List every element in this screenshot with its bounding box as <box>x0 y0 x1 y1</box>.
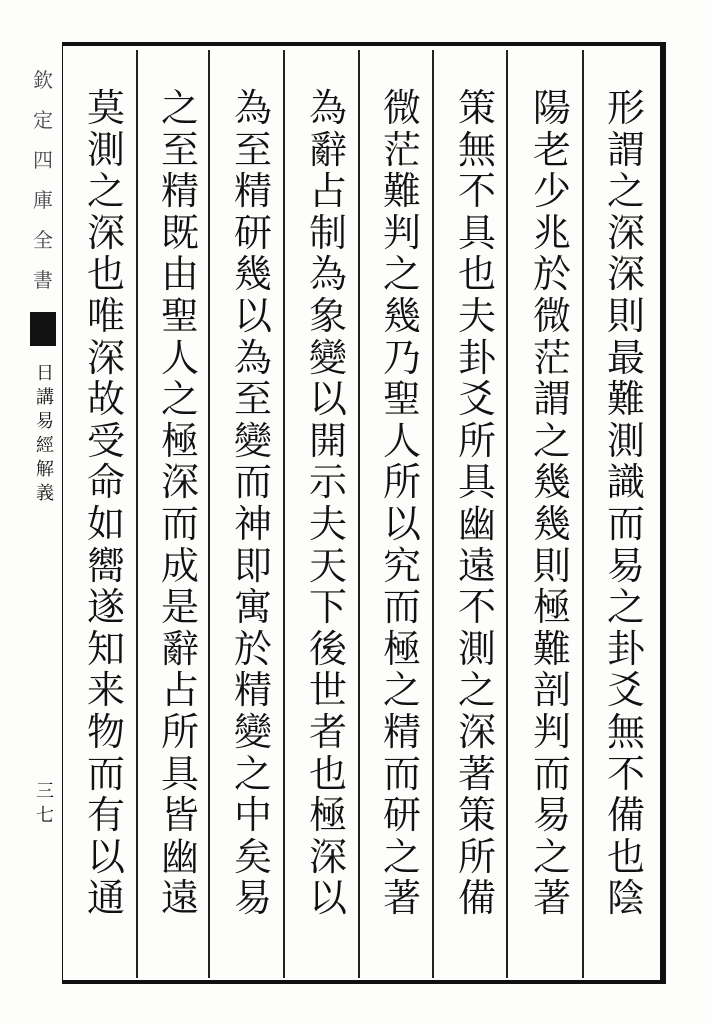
character: 通 <box>86 876 125 921</box>
character: 故 <box>86 377 125 422</box>
character: 謂 <box>606 127 645 172</box>
character: 之 <box>606 169 645 214</box>
character: 深 <box>86 335 125 380</box>
character: 老 <box>532 127 571 172</box>
character: 夫 <box>308 501 347 546</box>
character: 神 <box>233 501 272 546</box>
margin-character: 解 <box>36 459 54 480</box>
character: 示 <box>308 460 347 505</box>
character: 夫 <box>457 293 496 338</box>
character: 極 <box>308 793 347 838</box>
character: 下 <box>308 585 347 630</box>
character: 寓 <box>233 585 272 630</box>
column-rule <box>582 50 584 978</box>
text-column-5 <box>298 88 358 968</box>
character: 矣 <box>233 834 272 879</box>
character: 之 <box>160 377 199 422</box>
character: 由 <box>160 252 199 297</box>
character: 微 <box>532 293 571 338</box>
character: 卦 <box>457 335 496 380</box>
character: 受 <box>86 418 125 463</box>
character: 少 <box>532 169 571 214</box>
character: 以 <box>233 293 272 338</box>
character: 不 <box>606 751 645 796</box>
character: 著 <box>382 876 421 921</box>
character: 剖 <box>532 668 571 713</box>
character: 之 <box>160 86 199 130</box>
character: 幾 <box>532 460 571 505</box>
margin-character: 四 <box>33 148 53 172</box>
character: 之 <box>233 751 272 796</box>
margin-character: 易 <box>36 411 54 432</box>
character: 深 <box>457 709 496 754</box>
page-number: 三七 <box>36 781 54 826</box>
character: 於 <box>532 252 571 297</box>
character: 成 <box>160 543 199 588</box>
character: 莫 <box>86 86 125 130</box>
character: 而 <box>532 751 571 796</box>
character: 以 <box>308 377 347 422</box>
character: 命 <box>86 460 125 505</box>
character: 茫 <box>382 127 421 172</box>
margin-character: 欽 <box>33 68 53 92</box>
text-column-7 <box>150 88 210 968</box>
character: 於 <box>233 626 272 671</box>
character: 形 <box>606 86 645 130</box>
character: 具 <box>457 210 496 255</box>
character: 物 <box>86 709 125 754</box>
character: 難 <box>606 377 645 422</box>
character: 而 <box>382 751 421 796</box>
character: 難 <box>532 626 571 671</box>
character: 之 <box>382 834 421 879</box>
character: 是 <box>160 585 199 630</box>
character: 研 <box>233 210 272 255</box>
character: 極 <box>160 418 199 463</box>
character: 占 <box>160 668 199 713</box>
character: 之 <box>532 418 571 463</box>
character: 究 <box>382 543 421 588</box>
character: 為 <box>233 86 272 130</box>
character: 以 <box>86 834 125 879</box>
character: 為 <box>308 86 347 130</box>
character: 来 <box>86 668 125 713</box>
character: 陽 <box>532 86 571 130</box>
character: 深 <box>606 252 645 297</box>
character: 人 <box>160 335 199 380</box>
character: 也 <box>457 252 496 297</box>
character: 聖 <box>382 377 421 422</box>
character: 易 <box>532 793 571 838</box>
character: 為 <box>233 335 272 380</box>
character: 辭 <box>160 626 199 671</box>
character: 而 <box>606 501 645 546</box>
character: 唯 <box>86 293 125 338</box>
margin-character: 經 <box>36 435 54 456</box>
character: 象 <box>308 293 347 338</box>
character: 也 <box>86 252 125 297</box>
column-rule <box>432 50 434 978</box>
margin-character: 定 <box>33 108 53 132</box>
character: 變 <box>233 418 272 463</box>
margin-character: 全 <box>33 228 53 252</box>
character: 微 <box>382 86 421 130</box>
character: 所 <box>160 709 199 754</box>
text-column-2 <box>522 88 582 968</box>
character: 之 <box>382 252 421 297</box>
character: 制 <box>308 210 347 255</box>
character: 至 <box>233 127 272 172</box>
column-rule <box>136 50 138 978</box>
text-column-1 <box>596 88 656 968</box>
text-column-8 <box>76 88 136 968</box>
character: 幾 <box>532 501 571 546</box>
character: 不 <box>457 169 496 214</box>
character: 有 <box>86 793 125 838</box>
character: 至 <box>233 377 272 422</box>
character: 既 <box>160 210 199 255</box>
character: 陰 <box>606 876 645 921</box>
character: 深 <box>606 210 645 255</box>
character: 易 <box>606 543 645 588</box>
character: 易 <box>233 876 272 921</box>
character: 卦 <box>606 626 645 671</box>
character: 無 <box>606 709 645 754</box>
margin-fishtail-mark <box>30 312 56 346</box>
text-column-4 <box>372 88 432 968</box>
character: 無 <box>457 127 496 172</box>
margin-book-title <box>30 60 56 300</box>
character: 即 <box>233 543 272 588</box>
character: 爻 <box>457 377 496 422</box>
character: 而 <box>86 751 125 796</box>
character: 謂 <box>532 377 571 422</box>
character: 則 <box>606 293 645 338</box>
character: 精 <box>233 169 272 214</box>
margin-volume-title <box>34 362 56 506</box>
character: 遠 <box>160 876 199 921</box>
character: 極 <box>382 626 421 671</box>
character: 以 <box>308 876 347 921</box>
character: 策 <box>457 86 496 130</box>
character: 如 <box>86 501 125 546</box>
character: 深 <box>308 834 347 879</box>
character: 深 <box>160 460 199 505</box>
margin-character: 義 <box>36 483 54 504</box>
character: 開 <box>308 418 347 463</box>
column-rule <box>358 50 360 978</box>
character: 識 <box>606 460 645 505</box>
character: 人 <box>382 418 421 463</box>
character: 著 <box>457 751 496 796</box>
character: 至 <box>160 127 199 172</box>
character: 難 <box>382 169 421 214</box>
character: 知 <box>86 626 125 671</box>
character: 最 <box>606 335 645 380</box>
character: 之 <box>532 834 571 879</box>
character: 精 <box>233 668 272 713</box>
character: 研 <box>382 793 421 838</box>
character: 之 <box>382 668 421 713</box>
character: 者 <box>308 709 347 754</box>
character: 茫 <box>532 335 571 380</box>
character: 而 <box>233 460 272 505</box>
character: 精 <box>382 709 421 754</box>
character: 以 <box>382 501 421 546</box>
character: 天 <box>308 543 347 588</box>
character: 判 <box>532 709 571 754</box>
character: 策 <box>457 793 496 838</box>
margin-character: 庫 <box>33 188 53 212</box>
character: 為 <box>308 252 347 297</box>
character: 爻 <box>606 668 645 713</box>
character: 也 <box>308 751 347 796</box>
character: 變 <box>308 335 347 380</box>
column-rule <box>283 50 285 978</box>
character: 則 <box>532 543 571 588</box>
character: 所 <box>457 834 496 879</box>
character: 聖 <box>160 293 199 338</box>
character: 幾 <box>382 293 421 338</box>
character: 判 <box>382 210 421 255</box>
character: 所 <box>457 418 496 463</box>
character: 幽 <box>160 834 199 879</box>
character: 而 <box>382 585 421 630</box>
character: 世 <box>308 668 347 713</box>
character: 測 <box>457 626 496 671</box>
text-column-3 <box>447 88 507 968</box>
character: 後 <box>308 626 347 671</box>
margin-character: 講 <box>36 387 54 408</box>
character: 極 <box>532 585 571 630</box>
character: 遠 <box>457 543 496 588</box>
character: 之 <box>457 668 496 713</box>
character: 測 <box>606 418 645 463</box>
character: 遂 <box>86 585 125 630</box>
margin-character: 日 <box>36 363 54 384</box>
character: 具 <box>160 751 199 796</box>
character: 著 <box>532 876 571 921</box>
character: 皆 <box>160 793 199 838</box>
character: 備 <box>457 876 496 921</box>
character: 之 <box>86 169 125 214</box>
character: 精 <box>160 169 199 214</box>
character: 不 <box>457 585 496 630</box>
character: 中 <box>233 793 272 838</box>
character: 嚮 <box>86 543 125 588</box>
character: 之 <box>606 585 645 630</box>
character: 幽 <box>457 501 496 546</box>
character: 乃 <box>382 335 421 380</box>
character: 也 <box>606 834 645 879</box>
character: 具 <box>457 460 496 505</box>
character: 備 <box>606 793 645 838</box>
character: 兆 <box>532 210 571 255</box>
character: 辭 <box>308 127 347 172</box>
character: 所 <box>382 460 421 505</box>
character: 測 <box>86 127 125 172</box>
character: 占 <box>308 169 347 214</box>
character: 而 <box>160 501 199 546</box>
character: 幾 <box>233 252 272 297</box>
text-column-6 <box>223 88 283 968</box>
character: 變 <box>233 709 272 754</box>
margin-character: 書 <box>33 268 53 292</box>
character: 深 <box>86 210 125 255</box>
